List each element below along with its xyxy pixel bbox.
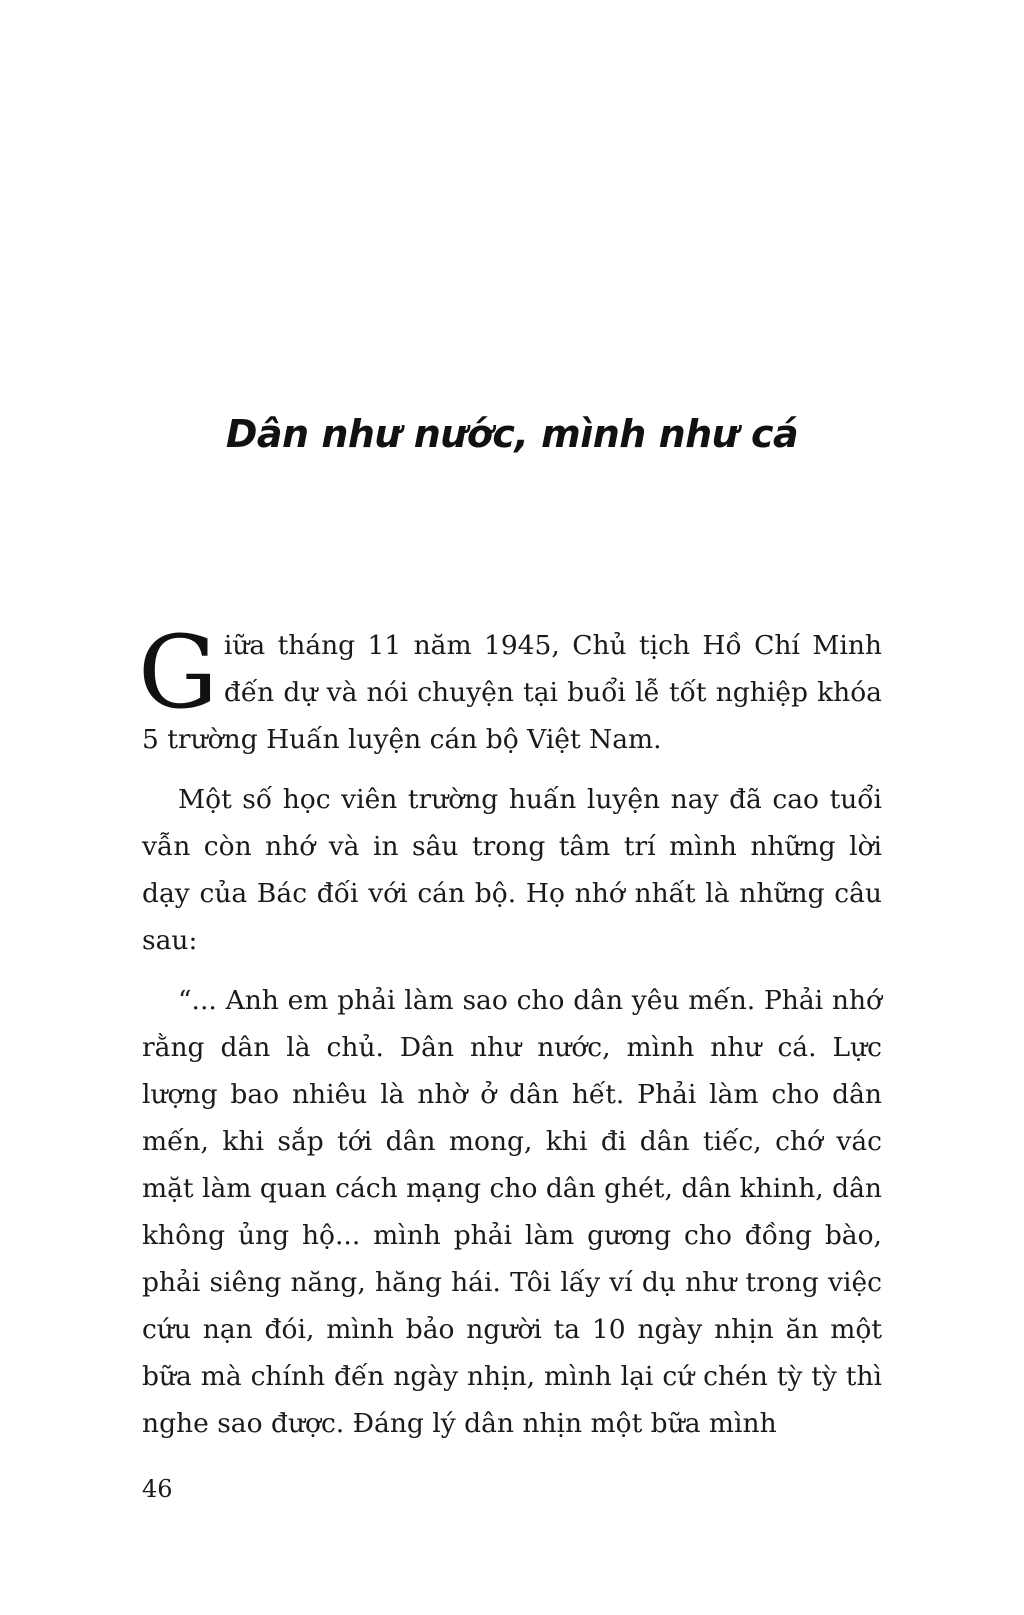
paragraph-1 <box>138 614 882 763</box>
body-text <box>138 614 882 1460</box>
page-number: 46 <box>142 1475 173 1503</box>
drop-cap: G <box>138 614 218 731</box>
paragraph-3-quote: “... Anh em phải làm sao cho dân yêu mến. Phải nhớ rằng dân là chủ. Dân như nước, mình như cá. Lực lượng bao nhiêu là nhờ ở dân hết. Phải làm cho dân mến, khi sắp tới dân mong, khi đi dân tiếc, chớ vác mặt làm quan cách mạng cho dân ghét, dân khinh, dân không ủng hộ... mình phải làm gương cho đồng bào, phải siêng năng, hăng hái. Tôi lấy ví dụ như trong việc cứu nạn đói, mình bảo người ta 10 ngày nhịn ăn một bữa mà chính đến ngày nhịn, mình lại cứ chén tỳ tỳ thì nghe sao được. Đáng lý dân nhịn một bữa mình <box>142 985 882 1439</box>
chapter-title: Dân như nước, mình như cá <box>225 412 799 456</box>
paragraph-2: Một số học viên trường huấn luyện nay đã cao tuổi vẫn còn nhớ và in sâu trong tâm trí mình những lời dạy của Bác đối với cán bộ. Họ nhớ nhất là những câu sau: <box>142 784 882 956</box>
paragraph-1-text: iữa tháng 11 năm 1945, Chủ tịch Hồ Chí Minh đến dự và nói chuyện tại buổi lễ tốt nghiệp khóa 5 trường Huấn luyện cán bộ Việt Nam. <box>142 630 882 755</box>
